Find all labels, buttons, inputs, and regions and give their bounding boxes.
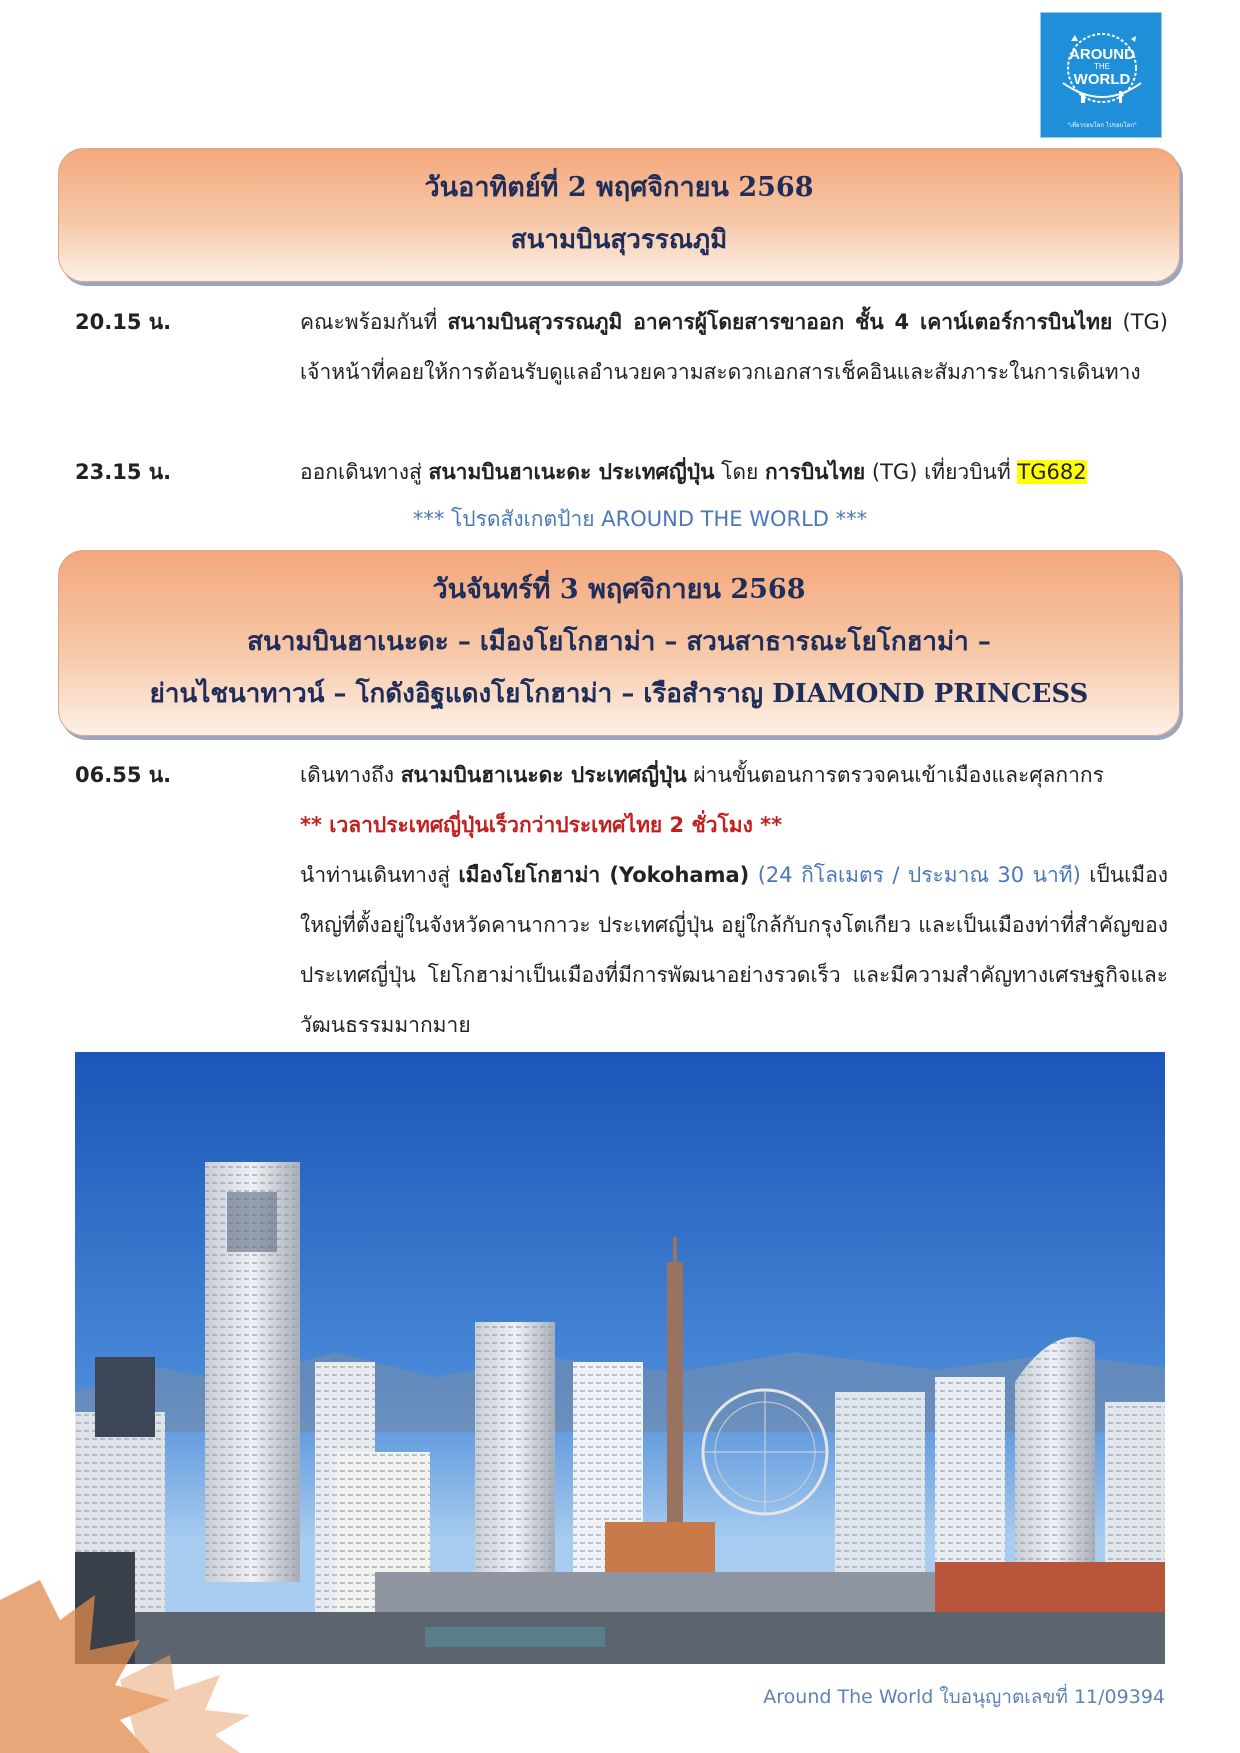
around-the-world-logo <box>1040 12 1162 138</box>
row-description: คณะพร้อมกันที่ สนามบินสุวรรณภูมิ อาคารผู้โดยสารขาออก ชั้น 4 เคาน์เตอร์การบินไทย (TG) เจ้าหน้าที่คอยให้การต้อนรับดูแลอำนวยความสะดวกเอกสารเช็คอินและสัมภาระในการเดินทาง <box>300 310 1168 384</box>
row-time: 23.15 น. <box>75 460 172 484</box>
flight-number-highlight: TG682 <box>1017 460 1087 484</box>
row-description: เดินทางถึง สนามบินฮาเนะดะ ประเทศญี่ปุ่น ผ่านขั้นตอนการตรวจคนเข้าเมืองและศุลกากร ** เวลาประเทศญี่ปุ่นเร็วกว่าประเทศไทย 2 ชั่วโมง ** นำท่านเดินทางสู่ เมืองโยโกฮาม่า (Yokohama) (24 กิโลเมตร / ประมาณ 30 นาที) เป็นเมืองใหญ่ที่ตั้งอยู่ในจังหวัดคานากาวะ ประเทศญี่ปุ่น อยู่ใกล้กับกรุงโตเกียว และเป็นเมืองท่าที่สำคัญของประเทศญี่ปุ่น โยโกฮาม่าเป็นเมืองที่มีการพัฒนาอย่างรวดเร็ว และมีความสำคัญทางเศรษฐกิจและวัฒนธรรมมากมาย <box>300 763 1169 1037</box>
day2-banner <box>58 550 1180 736</box>
day1-route: สนามบินสุวรรณภูมิ <box>510 225 728 255</box>
day2-route-line2: ย่านไชนาทาวน์ – โกดังอิฐแดงโยโกฮาม่า – เรือสำราญ DIAMOND PRINCESS <box>149 679 1089 709</box>
day2-route-line1: สนามบินฮาเนะดะ – เมืองโยโกฮาม่า – สวนสาธารณะโยโกฮาม่า – <box>247 627 991 657</box>
row-time: 20.15 น. <box>75 310 172 334</box>
row-time: 06.55 น. <box>75 763 172 787</box>
airport-sign-notice: *** โปรดสังเกตป้าย AROUND THE WORLD *** <box>412 507 868 531</box>
logo-line2: THE <box>1094 62 1110 71</box>
logo-line1: AROUND <box>1069 46 1135 63</box>
logo-tagline: "เที่ยวรอบโลก ไปรอบโลก" <box>1067 122 1137 129</box>
timezone-note: ** เวลาประเทศญี่ปุ่นเร็วกว่าประเทศไทย 2 ชั่วโมง ** <box>300 813 783 837</box>
day2-date: วันจันทร์ที่ 3 พฤศจิกายน 2568 <box>432 574 806 605</box>
maple-leaf-decoration-icon <box>0 1560 320 1753</box>
logo-line3: WORLD <box>1073 71 1131 88</box>
distance-note: (24 กิโลเมตร / ประมาณ 30 นาที) <box>757 863 1081 887</box>
day1-date: วันอาทิตย์ที่ 2 พฤศจิกายน 2568 <box>424 172 814 203</box>
globe-logo-icon <box>1041 13 1162 138</box>
license-footer: Around The World ใบอนุญาตเลขที่ 11/09394 <box>763 1686 1165 1708</box>
row-description: ออกเดินทางสู่ สนามบินฮาเนะดะ ประเทศญี่ปุ่น โดย การบินไทย (TG) เที่ยวบินที่ TG682 <box>300 460 1087 484</box>
day1-banner <box>58 148 1180 282</box>
